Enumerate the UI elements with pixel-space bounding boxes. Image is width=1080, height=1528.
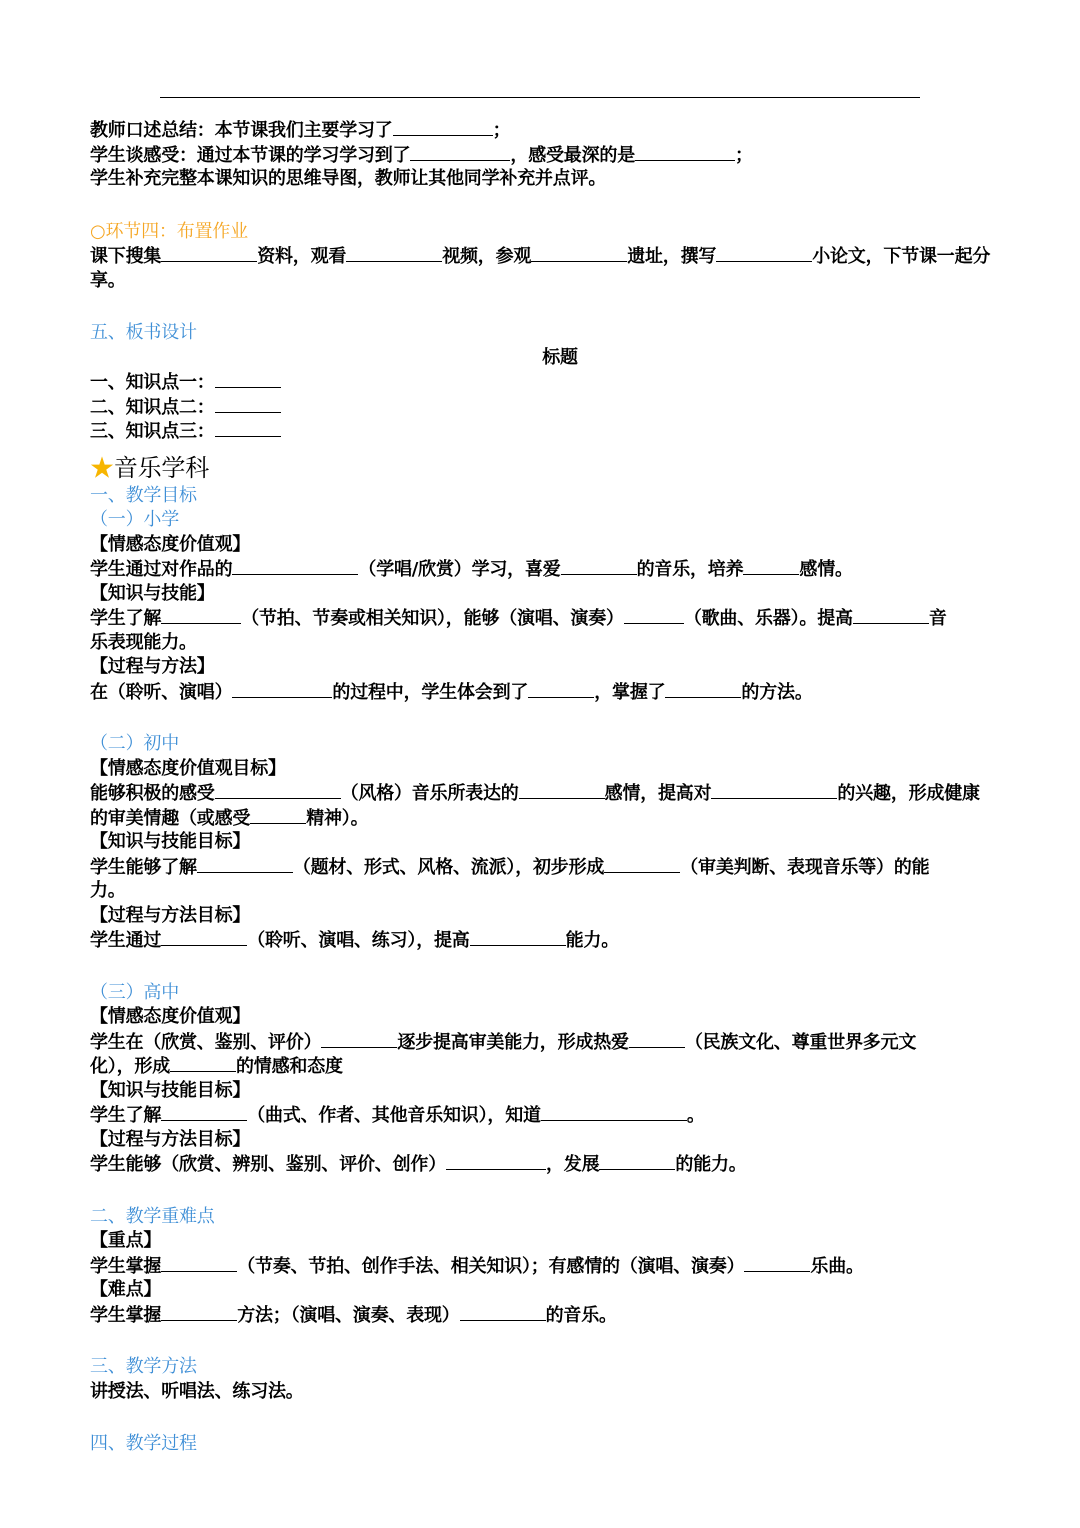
fill-blank [161, 606, 241, 624]
senior-proc-label: 【过程与方法目标】 [90, 1128, 251, 1150]
fill-blank [531, 244, 627, 262]
primary-heading: （一）小学 [90, 509, 179, 530]
fill-blank [541, 1103, 687, 1121]
text: ，感受最深的是 [510, 144, 636, 166]
text: （歌曲、乐器）。提高 [683, 608, 853, 629]
text: （学唱/欣赏）学习，喜爱 [358, 559, 561, 580]
text: 学生谈感受：通过本节课的学习学习到了 [90, 144, 411, 166]
difficulty-label: 【难点】 [90, 1279, 162, 1300]
fill-blank [161, 1254, 237, 1272]
text: 学生通过 [90, 930, 162, 951]
goals-heading: 一、教学目标 [90, 484, 197, 506]
board-item-2 [90, 395, 1030, 420]
board-heading: 五、板书设计 [90, 322, 197, 343]
step4-line-1 [90, 244, 1030, 269]
board-item-3 [90, 419, 1030, 444]
fill-blank [744, 1254, 810, 1272]
junior-skill-text [90, 855, 1030, 880]
text: 精神）。 [306, 807, 369, 829]
text: ； [492, 120, 511, 141]
fill-blank [470, 928, 566, 946]
text: 小论文，下节课一起分 [812, 246, 991, 267]
text: 课下搜集 [90, 246, 162, 267]
junior-proc-label: 【过程与方法目标】 [90, 904, 251, 926]
text: 化），形成 [90, 1056, 170, 1077]
header-rule [160, 97, 920, 98]
fill-blank [232, 557, 358, 575]
fill-blank [161, 244, 257, 262]
primary-skill-text-2: 乐表现能力。 [90, 631, 197, 653]
text: 遗址，撰写 [627, 246, 717, 267]
summary-line-2 [90, 143, 1030, 168]
text: 音乐学科 [113, 453, 210, 482]
text: ，发展 [546, 1154, 600, 1175]
text: 的兴趣，形成健康 [837, 783, 980, 804]
text: 学生能够（欣赏、辨别、鉴别、评价、创作） [90, 1154, 446, 1175]
keypoints-heading: 二、教学重难点 [90, 1205, 215, 1227]
text: 的音乐。 [545, 1304, 617, 1326]
text: 的方法。 [741, 681, 813, 703]
fill-blank [393, 118, 493, 136]
fill-blank [528, 680, 594, 698]
text: 方法；（演唱、演奏、表现） [237, 1304, 460, 1326]
fill-blank [232, 680, 332, 698]
text: ； [735, 144, 753, 166]
text: 二、知识点二： [90, 396, 215, 418]
fill-blank [170, 1054, 236, 1072]
text: 教师口述总结：本节课我们主要学习了 [90, 120, 393, 141]
text: 学生掌握 [90, 1255, 162, 1277]
music-section-title [90, 452, 1030, 484]
text: 的过程中，学生体会到了 [332, 681, 529, 703]
text: 三、知识点三： [90, 421, 215, 442]
summary-line-1 [90, 118, 1030, 143]
primary-emo-label: 【情感态度价值观】 [90, 533, 251, 555]
senior-heading: （三）高中 [90, 981, 179, 1003]
senior-emo-text [90, 1030, 1030, 1055]
star-icon: ★ [90, 453, 114, 482]
text: 学生在（欣赏、鉴别、评价） [90, 1031, 322, 1053]
key-text [90, 1254, 1030, 1279]
fill-blank [321, 1030, 397, 1048]
primary-skill-label: 【知识与技能】 [90, 582, 215, 604]
junior-emo-label: 【情感态度价值观目标】 [90, 757, 286, 779]
fill-blank [711, 781, 837, 799]
senior-skill-label: 【知识与技能目标】 [90, 1079, 251, 1101]
primary-proc-label: 【过程与方法】 [90, 656, 215, 677]
fill-blank [215, 395, 281, 413]
primary-proc-text [90, 680, 1030, 705]
difficulty-text [90, 1303, 1030, 1328]
methods-text: 讲授法、听唱法、练习法。 [90, 1380, 304, 1402]
fill-blank [599, 1152, 675, 1170]
text: 学生了解 [90, 608, 162, 629]
text: 能够积极的感受 [90, 783, 215, 804]
text: 学生能够了解 [90, 856, 197, 878]
text: （节奏、节拍、创作手法、相关知识）；有感情的（演唱、演奏） [237, 1255, 745, 1277]
junior-emo-text-2 [90, 806, 1030, 831]
fill-blank [624, 606, 684, 624]
fill-blank [743, 557, 799, 575]
text: 逐步提高审美能力，形成热爱 [397, 1031, 629, 1053]
text: 在（聆听、演唱） [90, 681, 233, 703]
text: 学生了解 [90, 1105, 162, 1126]
primary-emo-text [90, 557, 1030, 582]
text: 学生掌握 [90, 1304, 162, 1326]
step4-heading: ○环节四：布置作业 [90, 220, 248, 242]
fill-blank [346, 244, 442, 262]
step4-line-2: 享。 [90, 269, 126, 291]
fill-blank [604, 855, 680, 873]
methods-heading: 三、教学方法 [90, 1356, 197, 1377]
text: 感情。 [799, 559, 853, 580]
senior-emo-text-2 [90, 1054, 1030, 1079]
fill-blank [161, 928, 247, 946]
primary-skill-text [90, 606, 1030, 631]
fill-blank [665, 680, 741, 698]
document-body [90, 118, 1030, 1457]
text: 学生通过对作品的 [90, 559, 233, 580]
fill-blank [716, 244, 812, 262]
fill-blank [250, 806, 306, 824]
key-label: 【重点】 [90, 1230, 162, 1251]
fill-blank [215, 370, 281, 388]
fill-blank [629, 1030, 685, 1048]
text: （风格）音乐所表达的 [340, 783, 519, 804]
senior-emo-label: 【情感态度价值观】 [90, 1006, 251, 1027]
text: 。 [686, 1105, 705, 1126]
text: （节拍、节奏或相关知识），能够（演唱、演奏） [241, 608, 624, 629]
text: 音 [928, 608, 947, 629]
junior-heading: （二）初中 [90, 733, 179, 754]
summary-line-3: 学生补充完整本课知识的思维导图，教师让其他同学补充并点评。 [90, 168, 607, 189]
text: 乐曲。 [810, 1255, 864, 1277]
junior-proc-text [90, 928, 1030, 953]
fill-blank [215, 781, 341, 799]
senior-proc-text [90, 1152, 1030, 1177]
fill-blank [215, 419, 281, 437]
text: 视频，参观 [442, 246, 532, 267]
junior-skill-text-2: 力。 [90, 880, 126, 901]
text: （题材、形式、风格、流派），初步形成 [292, 856, 605, 878]
fill-blank [519, 781, 605, 799]
fill-blank [561, 557, 637, 575]
fill-blank [853, 606, 929, 624]
text: （曲式、作者、其他音乐知识），知道 [247, 1105, 541, 1126]
text: 的情感和态度 [236, 1056, 343, 1077]
text: 的能力。 [675, 1154, 747, 1175]
fill-blank [635, 143, 735, 161]
fill-blank [161, 1303, 237, 1321]
text: （审美判断、表现音乐等）的能 [680, 856, 930, 878]
text: 资料，观看 [257, 246, 347, 267]
text: 能力。 [565, 930, 620, 951]
text: ，掌握了 [594, 681, 666, 703]
text: 一、知识点一： [90, 372, 215, 393]
process-heading: 四、教学过程 [90, 1433, 197, 1454]
junior-skill-label: 【知识与技能目标】 [90, 831, 251, 852]
fill-blank [161, 1103, 247, 1121]
junior-emo-text [90, 781, 1030, 806]
board-title: 标题 [542, 346, 578, 368]
fill-blank [460, 1303, 546, 1321]
text: 的审美情趣（或感受 [90, 807, 251, 829]
fill-blank [446, 1152, 546, 1170]
text: 感情，提高对 [604, 783, 712, 804]
fill-blank [197, 855, 293, 873]
senior-skill-text [90, 1103, 1030, 1128]
text: （聆听、演唱、练习），提高 [247, 930, 470, 951]
board-item-1 [90, 370, 1030, 395]
fill-blank [410, 143, 510, 161]
text: （民族文化、尊重世界多元文 [684, 1031, 917, 1053]
text: 的音乐，培养 [636, 559, 744, 580]
